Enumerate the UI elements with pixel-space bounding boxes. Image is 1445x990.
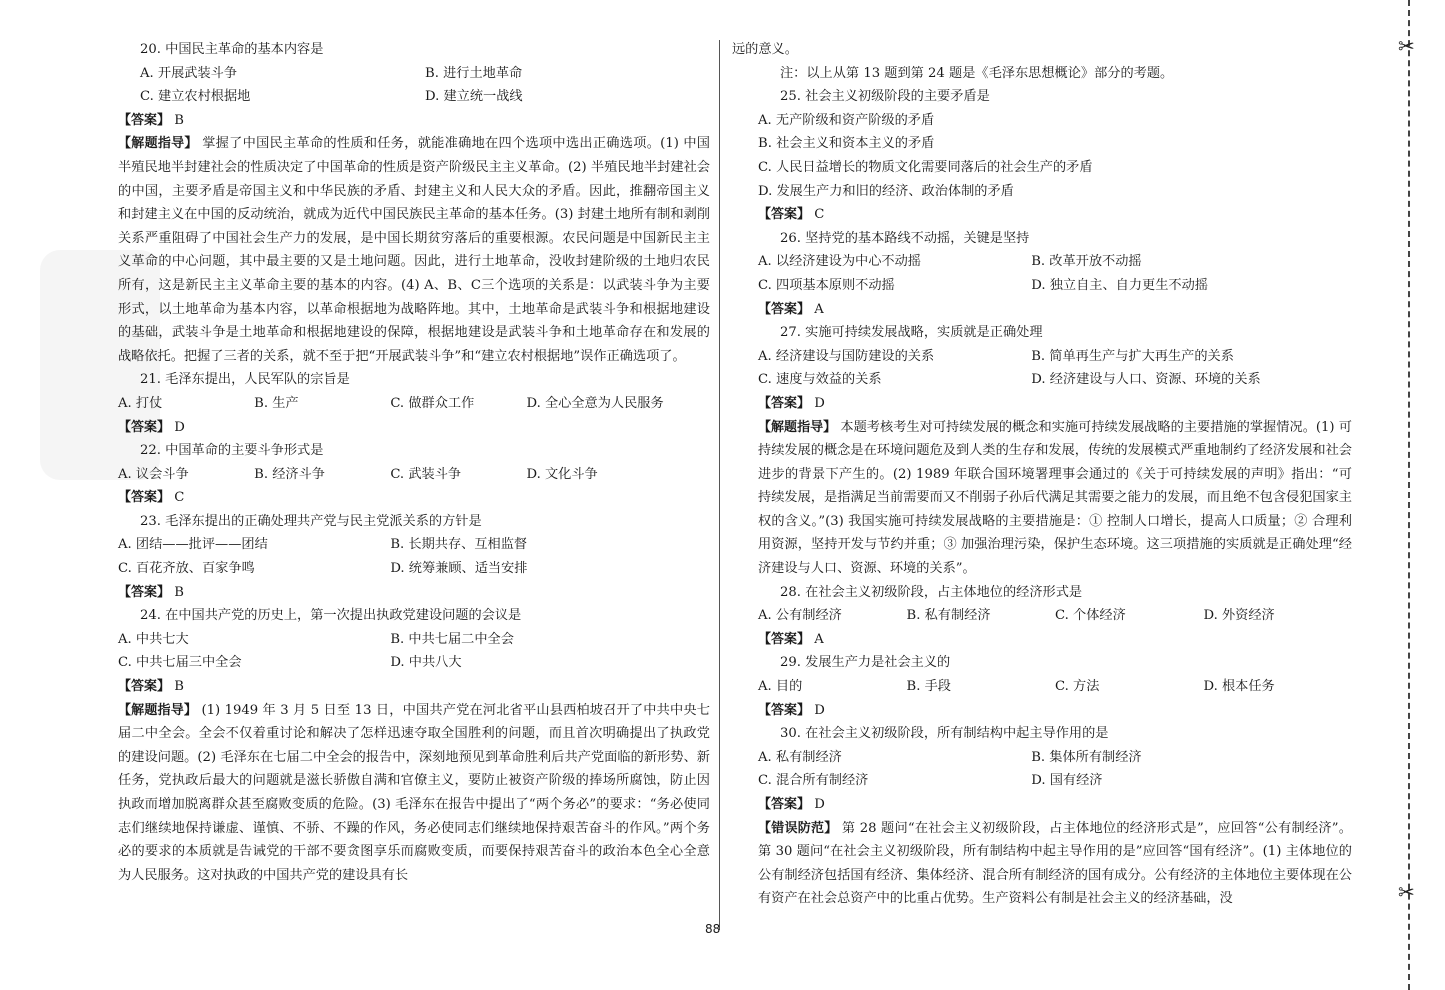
option-d: D. 国有经济: [1031, 773, 1103, 789]
answer-23: [118, 581, 710, 605]
option-c: C. 四项基本原则不动摇: [758, 277, 895, 293]
question-20-options: [118, 62, 710, 86]
question-30-stem: 30. 在社会主义初级阶段，所有制结构中起主导作用的是: [780, 726, 1109, 742]
option-d: D. 统筹兼顾、适当安排: [390, 561, 528, 577]
cut-line: [1408, 0, 1410, 990]
answer-27: [758, 392, 1352, 416]
answer-tag: 【答案】: [118, 419, 171, 435]
answer-value: C: [174, 490, 185, 506]
option-d: D. 独立自主、自力更生不动摇: [1031, 277, 1208, 293]
question-27-stem: 27. 实施可持续发展战略，实质就是正确处理: [780, 325, 1043, 341]
answer-tag: 【答案】: [118, 584, 171, 600]
answer-value: A: [814, 301, 824, 317]
guide-text: 本题考核考生对可持续发展的概念和实施可持续发展战略的主要措施的掌握情况。(1) 可持续发展的概念是在环境问题危及到人类的生存和发展，传统的发展模式严重地制约了经济发展和社会进步的背景下产生的。(2) 1989 年联合国环境署理事会通过的《关于可持续发展的声明》指出：“可持续发展，是指满足当前需要而又不削弱子孙后代满足其需要之能力的发展，而且绝不包含侵犯国家主权的含义。”(3) 我国实施可持续发展战略的主要措施是：① 控制人口增长，提高人口质量；② 合理利用资源，坚持开发与节约并重；③ 加强治理污染，保护生态环境。这三项措施的实质就是正确处理“经济建设与人口、资源、环境的关系”。: [758, 419, 1352, 577]
option-a: A. 经济建设与国防建设的关系: [758, 348, 935, 364]
answer-20: [118, 109, 710, 133]
question-23-options: [118, 533, 710, 557]
error-prevention: [758, 817, 1352, 911]
answer-tag: 【答案】: [758, 301, 811, 317]
option-a: A. 无产阶级和资产阶级的矛盾: [758, 112, 935, 128]
option-d: D. 全心全意为人民服务: [526, 395, 664, 411]
question-26-stem: 26. 坚持党的基本路线不动摇，关键是坚持: [780, 230, 1030, 246]
guide-text: 掌握了中国民主革命的性质和任务，就能准确地在四个选项中选出正确选项。(1) 中国半殖民地半封建社会的性质决定了中国革命的性质是资产阶级民主主义革命。(2) 半殖民地半封建社会的中国，主要矛盾是帝国主义和中华民族的矛盾、封建主义和人民大众的矛盾。因此，推翻帝国主义和封建主义在中国的反动统治，就成为近代中国民族民主革命的基本任务。(3) 封建土地所有制和剥削关系严重阻碍了中国社会生产力的发展，是中国长期贫穷落后的重要根源。农民问题是中国新民主主义革命的中心问题，其中最主要的又是土地问题。因此，进行土地革命，没收封建阶级的土地归农民所有，这是新民主主义革命主要的基本的内容。(4) A、B、C三个选项的关系是：以武装斗争为主要形式，以土地革命为基本内容，以革命根据地为战略阵地。其中，土地革命是武装斗争和根据地建设的基础，武装斗争是土地革命和根据地建设的保障，根据地建设是武装斗争和土地革命存在和发展的战略依托。把握了三者的关系，就不至于把“开展武装斗争”和“建立农村根据地”误作正确选项了。: [118, 136, 710, 364]
question-29-options: [758, 675, 1352, 699]
question-24-options-2: [118, 651, 710, 675]
guide-27: [758, 416, 1352, 581]
scissors-icon: ✂: [1398, 34, 1415, 58]
answer-value: C: [814, 207, 825, 223]
option-c: C. 混合所有制经济: [758, 773, 869, 789]
answer-tag: 【答案】: [118, 112, 171, 128]
question-30-options: [758, 746, 1352, 770]
answer-value: B: [174, 112, 184, 128]
scissors-icon: ✂: [1398, 880, 1415, 904]
answer-tag: 【答案】: [758, 797, 811, 812]
option-b: B. 经济斗争: [254, 466, 325, 482]
option-a: A. 开展武装斗争: [140, 65, 238, 81]
option-b: B. 改革开放不动摇: [1031, 254, 1142, 270]
question-27-options-2: [758, 368, 1352, 392]
question-20-stem: 20. 中国民主革命的基本内容是: [140, 42, 324, 57]
answer-value: D: [814, 395, 825, 411]
option-c: C. 人民日益增长的物质文化需要同落后的社会生产的矛盾: [758, 159, 1093, 175]
option-b: B. 社会主义和资本主义的矛盾: [758, 136, 935, 152]
option-b: B. 私有制经济: [906, 608, 991, 624]
question-25-stem: 25. 社会主义初级阶段的主要矛盾是: [780, 89, 990, 105]
option-b: B. 中共七届二中全会: [390, 631, 514, 647]
answer-value: D: [814, 702, 825, 718]
option-c: C. 速度与效益的关系: [758, 372, 882, 388]
question-24-options: [118, 628, 710, 652]
option-d: D. 文化斗争: [526, 466, 598, 482]
answer-value: D: [174, 419, 185, 435]
option-a: A. 公有制经济: [758, 608, 842, 624]
option-b: B. 手段: [906, 679, 951, 695]
question-23-stem: 23. 毛泽东提出的正确处理共产党与民主党派关系的方针是: [140, 513, 482, 529]
option-d: D. 发展生产力和旧的经济、政治体制的矛盾: [758, 183, 1014, 199]
continuation-text: 远的意义。: [732, 42, 798, 57]
option-c: C. 建立农村根据地: [140, 89, 251, 105]
question-22-stem: 22. 中国革命的主要斗争形式是: [140, 443, 324, 459]
answer-value: B: [174, 679, 184, 695]
option-d: D. 建立统一战线: [425, 89, 523, 105]
answer-24: [118, 675, 710, 699]
note: 注：以上从第 13 题到第 24 题是《毛泽东思想概论》部分的考题。: [780, 65, 1174, 81]
question-24-stem: 24. 在中国共产党的历史上，第一次提出执政党建设问题的会议是: [140, 608, 522, 624]
answer-30: [758, 793, 1352, 817]
answer-value: A: [814, 631, 824, 647]
question-30-options-2: [758, 769, 1352, 793]
right-column: [732, 38, 1352, 911]
question-29-stem: 29. 发展生产力是社会主义的: [780, 655, 951, 671]
option-c: C. 个体经济: [1055, 608, 1126, 624]
answer-29: [758, 699, 1352, 723]
option-c: C. 武装斗争: [390, 466, 462, 482]
question-26-options-2: [758, 274, 1352, 298]
answer-25: [758, 203, 1352, 227]
answer-tag: 【答案】: [758, 395, 811, 411]
error-text: 第 28 题问“在社会主义初级阶段，占主体地位的经济形式是”，应回答“公有制经济”。第 30 题问“在社会主义初级阶段，所有制结构中起主导作用的是”应回答“国有经济”。(1) 主体地位的公有制经济包括国有经济、集体经济、混合所有制经济的国有成分。公有经济的主体地位主要体现在公有资产在社会总资产中的比重占优势。生产资料公有制是社会主义的经济基础，没: [758, 820, 1352, 907]
error-tag: 【错误防范】: [758, 820, 838, 836]
column-divider: [719, 40, 720, 930]
option-c: C. 方法: [1055, 679, 1100, 695]
answer-tag: 【答案】: [758, 702, 811, 718]
guide-24: [118, 699, 710, 888]
question-27-options: [758, 345, 1352, 369]
question-28-options: [758, 604, 1352, 628]
option-c: C. 百花齐放、百家争鸣: [118, 561, 255, 577]
option-a: A. 团结——批评——团结: [118, 537, 268, 553]
option-a: A. 目的: [758, 679, 803, 695]
question-22-options: [118, 463, 710, 487]
option-a: A. 以经济建设为中心不动摇: [758, 254, 921, 270]
option-c: C. 中共七届三中全会: [118, 655, 242, 671]
answer-26: [758, 298, 1352, 322]
guide-tag: 【解题指导】: [118, 136, 198, 152]
answer-value: D: [814, 797, 825, 812]
option-a: A. 打仗: [118, 395, 163, 411]
answer-tag: 【答案】: [758, 207, 811, 223]
question-26-options: [758, 250, 1352, 274]
option-d: D. 经济建设与人口、资源、环境的关系: [1031, 372, 1261, 388]
guide-20: [118, 132, 710, 368]
guide-tag: 【解题指导】: [118, 702, 198, 718]
option-a: A. 议会斗争: [118, 466, 189, 482]
page-number: 88: [705, 922, 721, 936]
option-d: D. 根本任务: [1203, 679, 1275, 695]
option-b: B. 长期共存、互相监督: [390, 537, 528, 553]
left-column: [118, 38, 710, 887]
question-21-stem: 21. 毛泽东提出，人民军队的宗旨是: [140, 372, 350, 388]
question-20-options-2: [118, 85, 710, 109]
option-b: B. 集体所有制经济: [1031, 749, 1142, 765]
guide-text: (1) 1949 年 3 月 5 日至 13 日，中国共产党在河北省平山县西柏坡召开了中共中央七届二中全会。全会不仅着重讨论和解决了怎样迅速夺取全国胜利的问题，而且首次明确提出了执政党的建设问题。(2) 毛泽东在七届二中全会的报告中，深刻地预见到革命胜利后共产党面临的新形势、新任务，党执政后最大的问题就是滋长骄傲自满和官僚主义，要防止被资产阶级的捧场所腐蚀，防止因执政而增加脱离群众甚至腐败变质的危险。(3) 毛泽东在报告中提出了“两个务必”的要求：“务必使同志们继续地保持谦虚、谨慎、不骄、不躁的作风，务必使同志们继续地保持艰苦奋斗的作风。”两个务必的要求的本质就是告诫党的干部不要贪图享乐而腐败变质，而要保持艰苦奋斗的政治本色全心全意为人民服务。这对执政的中国共产党的建设具有长: [118, 702, 710, 883]
question-28-stem: 28. 在社会主义初级阶段，占主体地位的经济形式是: [780, 584, 1083, 600]
answer-22: [118, 486, 710, 510]
answer-tag: 【答案】: [758, 631, 811, 647]
answer-21: [118, 416, 710, 440]
option-a: A. 私有制经济: [758, 749, 842, 765]
option-d: D. 中共八大: [390, 655, 462, 671]
option-d: D. 外资经济: [1203, 608, 1275, 624]
answer-tag: 【答案】: [118, 679, 171, 695]
option-c: C. 做群众工作: [390, 395, 475, 411]
answer-28: [758, 628, 1352, 652]
option-b: B. 简单再生产与扩大再生产的关系: [1031, 348, 1234, 364]
question-21-options: [118, 392, 710, 416]
answer-value: B: [174, 584, 184, 600]
question-23-options-2: [118, 557, 710, 581]
guide-tag: 【解题指导】: [758, 419, 837, 435]
option-a: A. 中共七大: [118, 631, 189, 647]
option-b: B. 生产: [254, 395, 299, 411]
answer-tag: 【答案】: [118, 490, 171, 506]
option-b: B. 进行土地革命: [425, 65, 523, 81]
